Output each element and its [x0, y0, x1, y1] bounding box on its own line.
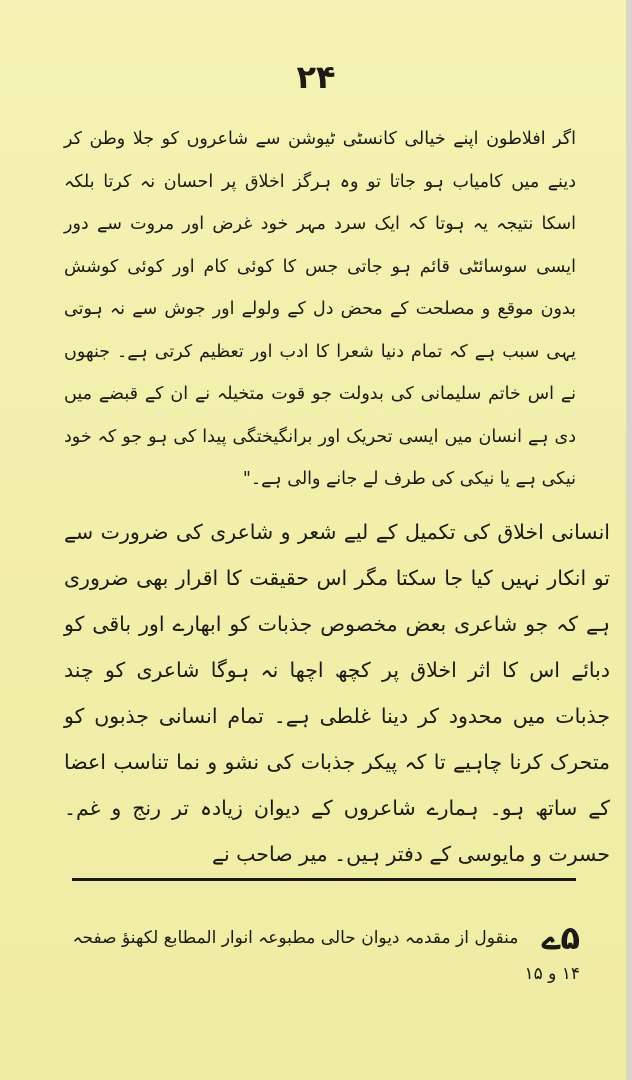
footnote — [60, 920, 580, 992]
page-number: ۲۴ — [296, 58, 336, 96]
footnote-mark: ۵ے — [541, 919, 580, 957]
footnote-divider — [72, 878, 576, 881]
page-body — [64, 118, 610, 877]
footnote-text: منقول از مقدمہ دیوان حالی مطبوعہ انوار المطابع لکھنؤ صفحہ ۱۴ و ۱۵ — [72, 928, 580, 984]
quoted-paragraph: اگر افلاطون اپنے خیالی کانسٹی ٹیوشن سے شاعروں کو جلا وطن کر دینے میں کامیاب ہو جاتا تو وہ ہرگز اخلاق پر احسان نہ کرتا بلکہ اسکا نتیجہ یہ ہوتا کہ ایک سرد مہر خود غرض اور مروت سے دور ایسی سوسائٹی قائم ہو جاتی جس کا کوئی کام اور کوئی کوشش بدون موقع و مصلحت کے محض دل کے ولولے اور جوش سے نہ ہوتی یہی سبب ہے کہ تمام دنیا شعرا کا ادب اور تعظیم کرتی ہے۔ جنھوں نے اس خاتم سلیمانی کی بدولت جو قوت متخیلہ نے ان کے قبضے میں دی ہے انسان میں ایسی تحریک اور برانگیختگی پیدا کی ہو جو کہ خود نیکی ہے یا نیکی کی طرف لے جانے والی ہے۔" — [64, 129, 576, 489]
main-paragraph: انسانی اخلاق کی تکمیل کے لیے شعر و شاعری کی ضرورت سے تو انکار نہیں کیا جا سکتا مگر اس حقیقت کا اقرار بھی ضروری ہے کہ جو شاعری بعض مخصوص جذبات کو ابھارے اور باقی کو دبائے اس کا اثر اخلاق پر کچھ اچھا نہ ہوگا شاعری کو چند جذبات میں محدود کر دینا غلطی ہے۔ تمام انسانی جذبوں کو متحرک کرنا چاہیے تا کہ پیکر جذبات کی نشو و نما تناسب اعضا کے ساتھ ہو۔ ہمارے شاعروں کے دیوان زیادہ تر رنج و غم۔ حسرت و مایوسی کے دفتر ہیں۔ میر صاحب نے — [64, 519, 610, 866]
page-edge — [626, 0, 632, 1080]
